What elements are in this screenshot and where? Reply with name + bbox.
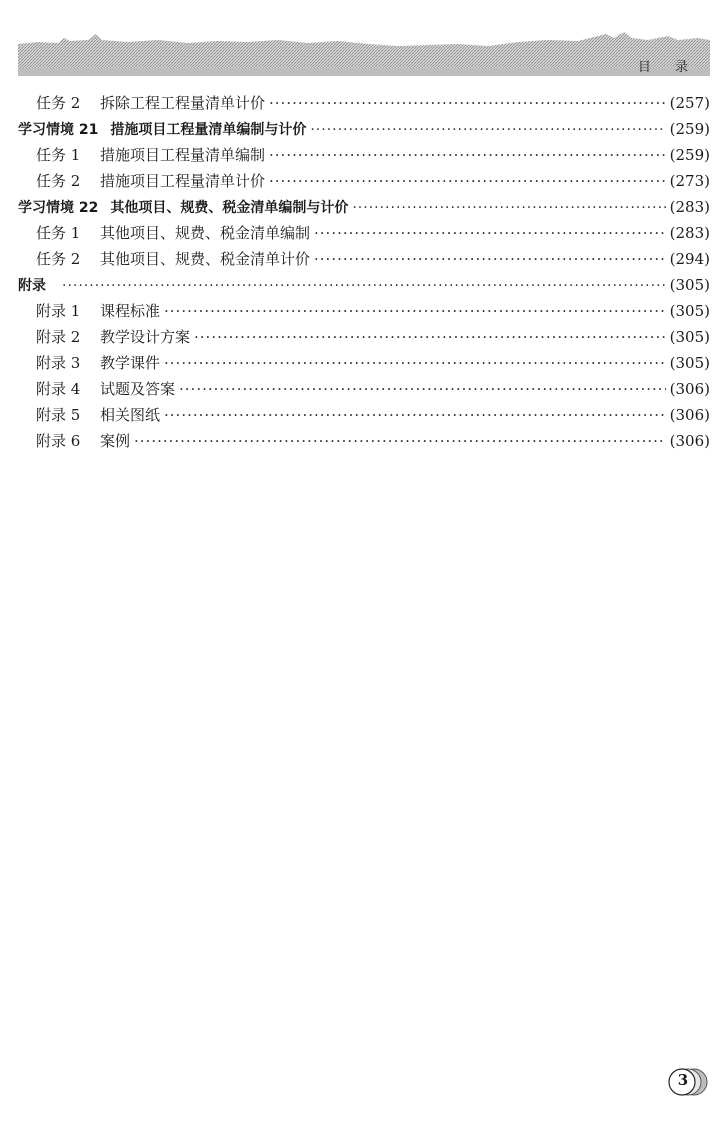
toc-entry-number: 附录 1 [36, 302, 81, 320]
toc-entry-title: 试题及答案 [100, 380, 176, 398]
toc-entry-title: 措施项目工程量清单计价 [100, 172, 266, 190]
toc-entry-row[interactable] [0, 324, 720, 350]
toc-dot-leader [62, 273, 666, 299]
table-of-contents [0, 90, 720, 454]
toc-dot-leader [134, 428, 666, 454]
toc-page-number: (306) [669, 380, 710, 398]
toc-page-number: (259) [669, 146, 710, 164]
toc-page-number: (283) [669, 224, 710, 242]
toc-entry-number: 任务 2 [36, 250, 81, 268]
toc-entry-number: 附录 4 [36, 380, 81, 398]
toc-entry-title: 拆除工程工程量清单计价 [100, 94, 266, 112]
toc-page-number: (273) [669, 172, 710, 190]
toc-entry-row[interactable] [0, 376, 720, 402]
toc-entry-row[interactable] [0, 168, 720, 194]
toc-entry-row[interactable] [0, 142, 720, 168]
toc-page-number: (294) [669, 250, 710, 268]
toc-page-number: (305) [669, 354, 710, 372]
toc-entry-row[interactable] [0, 246, 720, 272]
toc-entry-number: 附录 3 [36, 354, 81, 372]
toc-entry-number: 任务 2 [36, 172, 81, 190]
toc-entry-title: 教学设计方案 [100, 328, 191, 346]
toc-entry-number: 附录 [18, 278, 46, 294]
toc-dot-leader [310, 117, 665, 143]
toc-dot-leader [269, 142, 666, 168]
toc-entry-title: 措施项目工程量清单编制 [100, 146, 266, 164]
toc-page-number: (306) [669, 432, 710, 450]
toc-dot-leader [164, 402, 666, 428]
toc-page-number: (305) [669, 276, 710, 294]
toc-page-number: (305) [669, 302, 710, 320]
toc-entry-title: 其他项目、规费、税金清单编制与计价 [110, 200, 349, 216]
toc-page-number: (259) [669, 120, 710, 138]
toc-dot-leader [164, 350, 666, 376]
toc-entry-title: 教学课件 [100, 354, 161, 372]
toc-entry-number: 附录 6 [36, 432, 81, 450]
toc-page-number: (305) [669, 328, 710, 346]
toc-entry-number: 附录 5 [36, 406, 81, 424]
toc-entry-number: 附录 2 [36, 328, 81, 346]
toc-dot-leader [269, 168, 666, 194]
toc-entry-title: 其他项目、规费、税金清单计价 [100, 250, 311, 268]
toc-dot-leader [164, 298, 666, 324]
toc-entry-title: 课程标准 [100, 302, 161, 320]
toc-entry-row[interactable] [0, 402, 720, 428]
toc-entry-row[interactable] [0, 90, 720, 116]
toc-page-number: (257) [669, 94, 710, 112]
toc-entry-title: 案例 [100, 432, 131, 450]
toc-entry-row[interactable] [0, 298, 720, 324]
toc-dot-leader [352, 195, 665, 221]
toc-chapter-row[interactable] [0, 194, 720, 220]
toc-entry-number: 任务 1 [36, 146, 81, 164]
toc-entry-title: 其他项目、规费、税金清单编制 [100, 224, 311, 242]
toc-chapter-row[interactable] [0, 272, 720, 298]
toc-dot-leader [314, 246, 666, 272]
toc-dot-leader [179, 376, 666, 402]
toc-entry-row[interactable] [0, 350, 720, 376]
toc-entry-title: 措施项目工程量清单编制与计价 [110, 122, 307, 138]
toc-entry-title: 相关图纸 [100, 406, 161, 424]
toc-entry-number: 任务 1 [36, 224, 81, 242]
toc-entry-number: 学习情境 21 [18, 122, 99, 138]
toc-entry-row[interactable] [0, 220, 720, 246]
toc-entry-number: 任务 2 [36, 94, 81, 112]
toc-page-number: (306) [669, 406, 710, 424]
header-skyline-band [18, 28, 710, 76]
toc-entry-number: 学习情境 22 [18, 200, 99, 216]
toc-page-number: (283) [669, 198, 710, 216]
toc-dot-leader [314, 220, 666, 246]
toc-dot-leader [194, 324, 666, 350]
toc-chapter-row[interactable] [0, 116, 720, 142]
toc-dot-leader [269, 90, 666, 116]
page-number: 3 [677, 1071, 689, 1089]
header-section-label: 目 录 [637, 60, 698, 75]
toc-entry-row[interactable] [0, 428, 720, 454]
